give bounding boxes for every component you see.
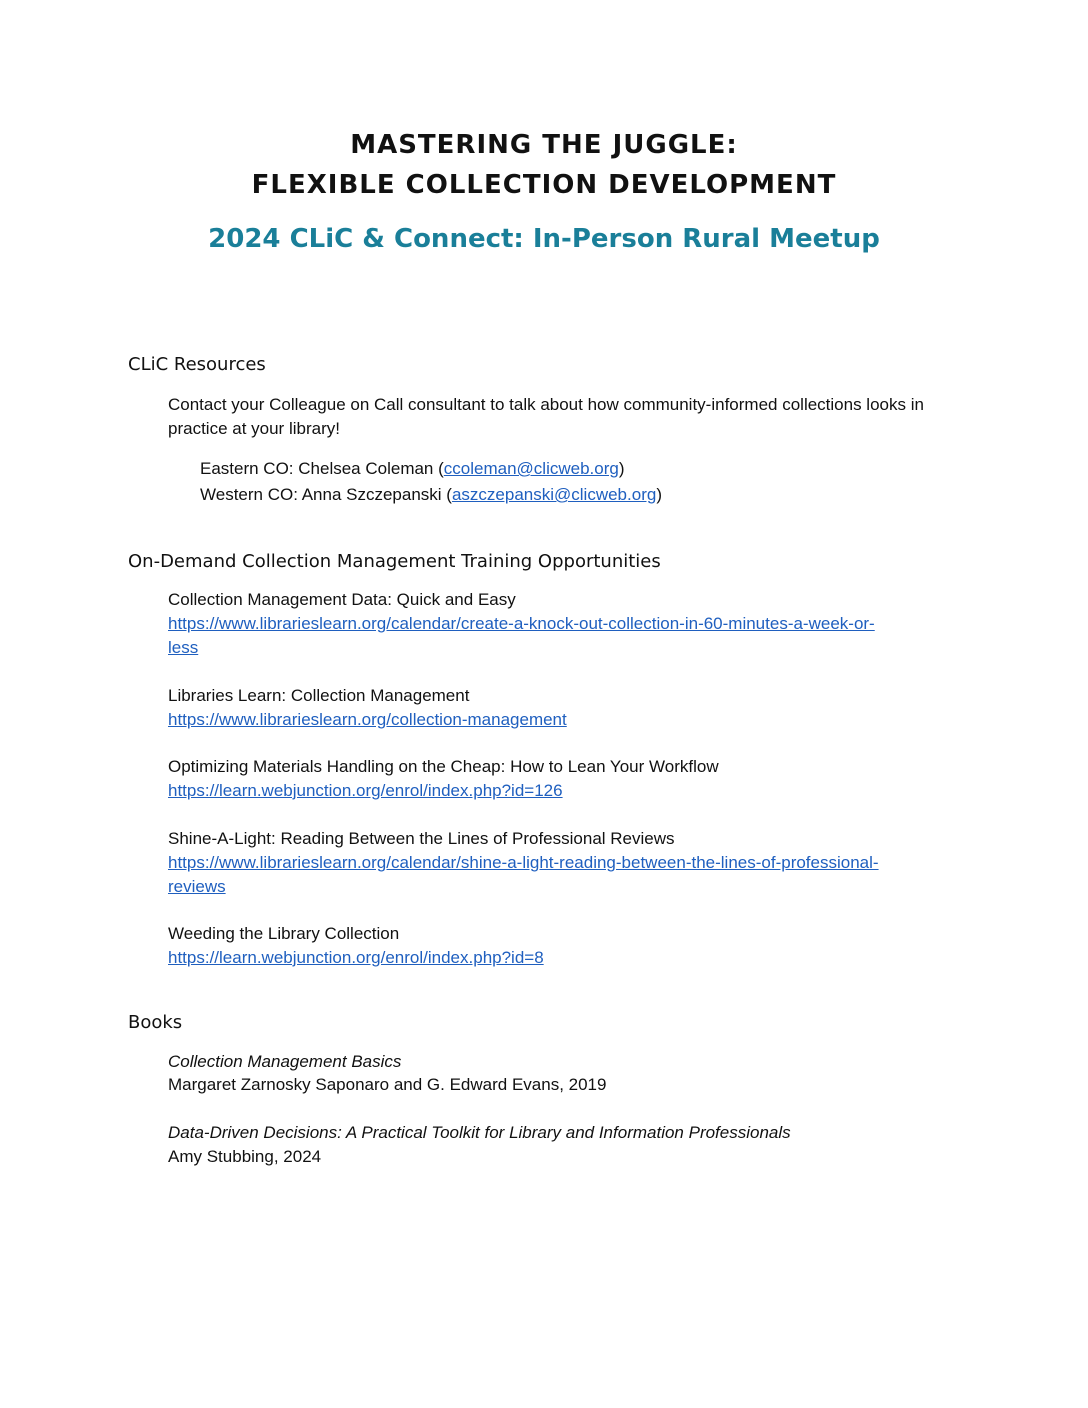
book-author: Amy Stubbing, 2024 [168, 1147, 322, 1166]
training-item-link[interactable] [168, 612, 968, 660]
training-item-link[interactable] [168, 946, 968, 970]
contact-eastern-suffix: ) [618, 459, 625, 478]
training-link-line1[interactable]: https://learn.webjunction.org/enrol/index.php?id=126 [168, 781, 563, 800]
document-subtitle: 2024 CLiC & Connect: In-Person Rural Meetup [208, 224, 880, 254]
contact-western-suffix: ) [656, 485, 662, 504]
book-title: Data-Driven Decisions: A Practical Toolkit for Library and Information Professionals [168, 1123, 791, 1142]
training-item-title: Optimizing Materials Handling on the Cheap: How to Lean Your Workflow [168, 757, 719, 776]
training-link-line1[interactable]: https://www.librarieslearn.org/collection-management [168, 710, 567, 729]
contact-eastern [200, 457, 960, 481]
training-item-link[interactable] [168, 779, 968, 803]
training-item-link[interactable] [168, 708, 968, 732]
book-title: Collection Management Basics [168, 1052, 402, 1071]
email-link-western[interactable]: aszczepanski@clicweb.org [451, 485, 657, 504]
document-title-line2: FLEXIBLE COLLECTION DEVELOPMENT [251, 170, 837, 200]
training-link-line1[interactable]: https://learn.webjunction.org/enrol/index.php?id=8 [168, 948, 544, 967]
contact-western-label: Western CO: Anna Szczepanski ( [200, 485, 452, 504]
training-link-line1[interactable]: https://www.librarieslearn.org/calendar/shine-a-light-reading-between-the-lines-of-professional- [168, 853, 879, 872]
email-link-eastern[interactable]: ccoleman@clicweb.org [443, 459, 619, 478]
training-item-title: Shine-A-Light: Reading Between the Lines of Professional Reviews [168, 829, 675, 848]
book-author: Margaret Zarnosky Saponaro and G. Edward Evans, 2019 [168, 1075, 607, 1094]
contact-western [200, 483, 960, 507]
training-item-title: Collection Management Data: Quick and Easy [168, 590, 516, 609]
training-item-title: Libraries Learn: Collection Management [168, 686, 470, 705]
training-link-line1[interactable]: https://www.librarieslearn.org/calendar/create-a-knock-out-collection-in-60-minutes-a-week-or- [168, 614, 875, 633]
section-heading-training: On-Demand Collection Management Training Opportunities [128, 551, 661, 572]
document-title-line1: MASTERING THE JUGGLE: [350, 130, 738, 160]
training-item-link[interactable] [168, 851, 968, 899]
clic-intro-text: Contact your Colleague on Call consultant to talk about how community-informed collections looks in practice at your library! [168, 395, 924, 438]
training-item-title: Weeding the Library Collection [168, 924, 400, 943]
training-link-line2[interactable]: reviews [168, 877, 226, 896]
contact-eastern-label: Eastern CO: Chelsea Coleman ( [200, 459, 444, 478]
training-link-line2[interactable]: less [168, 638, 199, 657]
section-heading-books: Books [128, 1012, 183, 1033]
section-heading-clic-resources: CLiC Resources [128, 354, 266, 375]
